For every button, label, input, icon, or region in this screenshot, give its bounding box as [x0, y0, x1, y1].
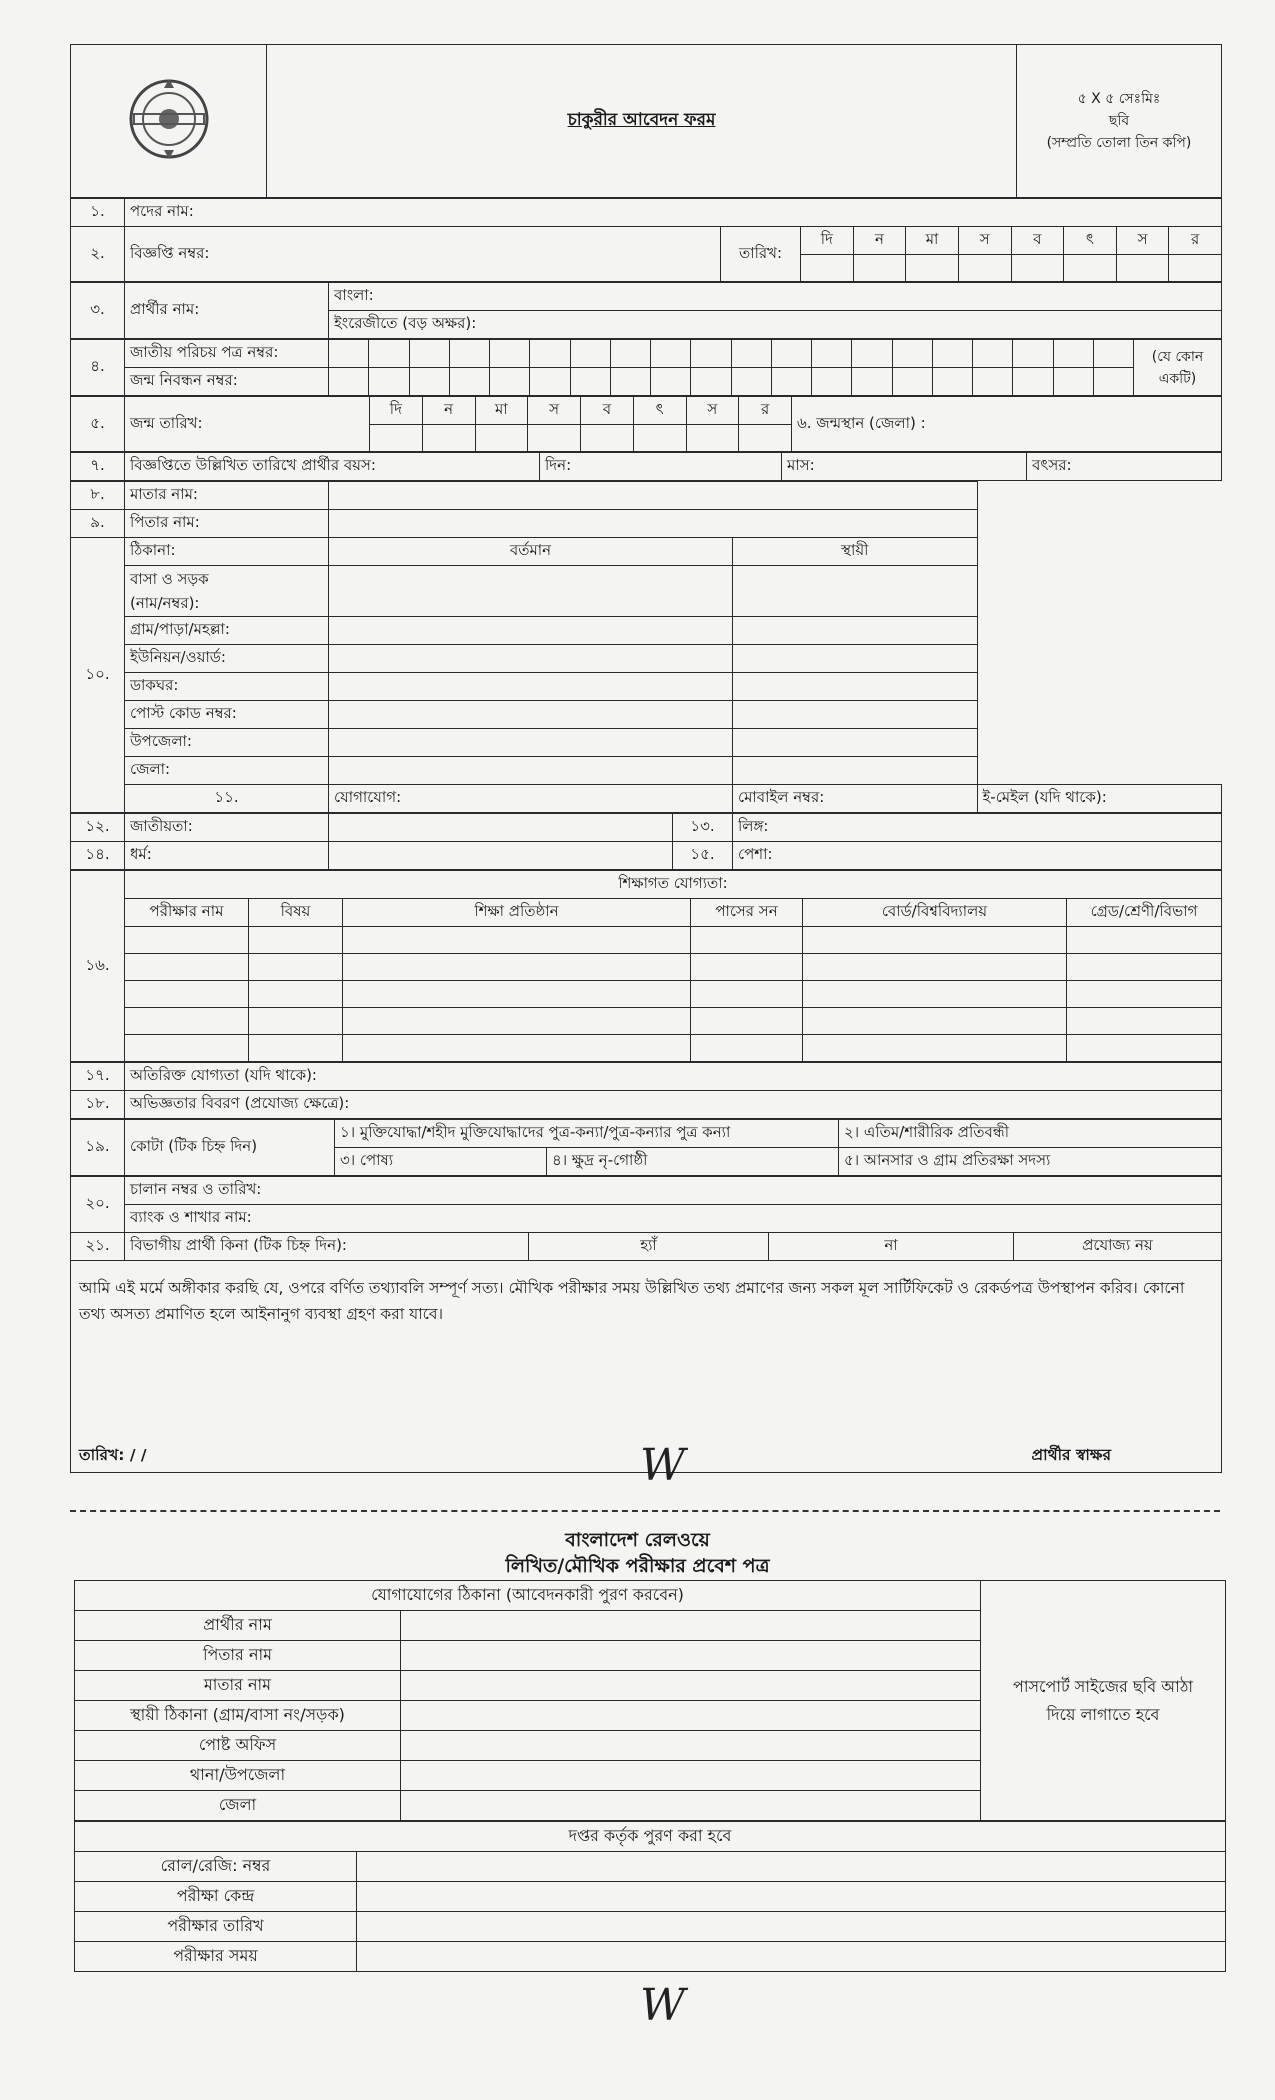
birth-reg-digit[interactable]	[973, 368, 1013, 396]
age-day-label: দিন:	[545, 456, 572, 474]
name-english-label: ইংরেজীতে (বড় অক্ষর):	[334, 314, 477, 332]
row-19-no: ১৯.	[71, 1120, 125, 1176]
row-5-no: ৫.	[71, 397, 125, 452]
admit-field-input[interactable]	[401, 1611, 981, 1641]
birth-reg-digit[interactable]	[691, 368, 731, 396]
admit-field-label: জেলা	[75, 1791, 401, 1821]
post-office-label: ডাকঘর:	[125, 673, 329, 701]
date-cell-header: র	[1169, 227, 1222, 255]
birth-reg-label: জন্ম নিবন্ধন নম্বর:	[125, 368, 329, 396]
gender-label: লিঙ্গ:	[738, 817, 769, 835]
birth-reg-digit[interactable]	[570, 368, 610, 396]
birth-reg-digit[interactable]	[369, 368, 409, 396]
nid-digit[interactable]	[892, 340, 932, 368]
circular-number-label: বিজ্ঞপ্তি নম্বর:	[130, 243, 210, 262]
father-name-label: পিতার নাম:	[125, 510, 329, 538]
office-field-label: পরীক্ষার সময়	[75, 1942, 357, 1972]
edu-col-exam: পরীক্ষার নাম	[125, 899, 249, 927]
birth-reg-digit[interactable]	[490, 368, 530, 396]
edu-cell[interactable]	[803, 1035, 1067, 1062]
row-3	[70, 282, 1222, 339]
nid-digit[interactable]	[449, 340, 489, 368]
permanent-union-field[interactable]	[733, 645, 978, 673]
email-label: ই-মেইল (যদি থাকে):	[982, 788, 1107, 806]
photo-note: (সম্প্রতি তোলা তিন কপি)	[1046, 135, 1192, 151]
occupation-field[interactable]	[733, 842, 1222, 870]
dob-cell-header: ৎ	[633, 397, 686, 425]
edu-cell[interactable]	[1067, 954, 1222, 981]
admit-field-label: পিতার নাম	[75, 1641, 401, 1671]
bank-label: ব্যাংক ও শাখার নাম:	[130, 1208, 252, 1226]
present-postcode-field[interactable]	[329, 701, 733, 729]
row-19	[70, 1119, 1222, 1176]
row-9-no: ৯.	[71, 510, 125, 538]
nationality-field[interactable]	[329, 814, 673, 842]
nid-digit[interactable]	[610, 340, 650, 368]
nationality-label: জাতীয়তা:	[125, 814, 329, 842]
contact-label: যোগাযোগ:	[329, 785, 733, 813]
name-english-field[interactable]	[329, 311, 1222, 339]
circular-number-field[interactable]	[125, 227, 721, 282]
permanent-address-header: স্থায়ী	[733, 538, 978, 566]
upazila-label: উপজেলা:	[125, 729, 329, 757]
row-4	[70, 339, 1222, 396]
birth-reg-digit[interactable]	[771, 368, 811, 396]
dob-input-cell[interactable]	[475, 425, 528, 452]
age-year-label: বৎসর:	[1032, 456, 1072, 474]
table-row	[71, 927, 1222, 954]
birth-date-label: জন্ম তারিখ:	[125, 397, 370, 452]
departmental-no[interactable]: না	[769, 1233, 1014, 1261]
edu-cell[interactable]	[1067, 1035, 1222, 1062]
father-name-field[interactable]	[329, 510, 978, 538]
date-input-cell[interactable]	[1064, 255, 1117, 282]
birth-reg-digit[interactable]	[329, 368, 369, 396]
nid-digit[interactable]	[731, 340, 771, 368]
quota-option-1[interactable]: ১। মুক্তিযোদ্ধা/শহীদ মুক্তিযোদ্ধাদের পুত্র-কন্যা/পুত্র-কন্যার পুত্র কন্যা	[335, 1120, 839, 1148]
circular-date-label: তারিখ:	[721, 227, 801, 282]
birth-reg-digit[interactable]	[530, 368, 570, 396]
edu-cell[interactable]	[125, 954, 249, 981]
row-16-no: ১৬.	[71, 871, 125, 1062]
departmental-na[interactable]: প্রযোজ্য নয়	[1014, 1233, 1222, 1261]
row-14-no: ১৪.	[71, 842, 125, 870]
edu-cell[interactable]	[803, 954, 1067, 981]
handwritten-signature: W	[640, 1980, 686, 2031]
date-cell-header: ন	[853, 227, 906, 255]
row-8-no: ৮.	[71, 482, 125, 510]
nid-digit[interactable]	[1093, 340, 1133, 368]
form-title: চাকুরীর আবেদন ফরম	[267, 45, 1017, 198]
date-input-cell[interactable]	[958, 255, 1011, 282]
office-field-label: পরীক্ষার তারিখ	[75, 1912, 357, 1942]
admit-card	[74, 1580, 1226, 1972]
nid-digit[interactable]	[490, 340, 530, 368]
edu-cell[interactable]	[803, 981, 1067, 1008]
rows-12-15	[70, 813, 1222, 870]
row-7	[70, 452, 1222, 481]
nid-digit[interactable]	[329, 340, 369, 368]
edu-col-subject: বিষয়	[249, 899, 343, 927]
office-field-input[interactable]	[357, 1912, 1226, 1942]
admit-contact-header: যোগাযোগের ঠিকানা (আবেদনকারী পুরণ করবেন)	[75, 1581, 981, 1611]
birth-reg-digit[interactable]	[892, 368, 932, 396]
edu-cell[interactable]	[125, 981, 249, 1008]
admit-field-label: প্রার্থীর নাম	[75, 1611, 401, 1641]
union-label: ইউনিয়ন/ওয়ার্ড:	[125, 645, 329, 673]
id-choice-note: (যে কোন একটি)	[1134, 340, 1222, 396]
edu-cell[interactable]	[691, 954, 803, 981]
age-day-field[interactable]	[540, 453, 782, 481]
row-2-no: ২.	[71, 227, 125, 282]
date-input-cell[interactable]	[801, 255, 854, 282]
office-field-label: রোল/রেজি: নম্বর	[75, 1852, 357, 1882]
admit-office-header: দপ্তর কর্তৃক পুরণ করা হবে	[75, 1822, 1226, 1852]
quota-option-3[interactable]: ৩। পোষ্য	[335, 1148, 547, 1176]
birth-reg-digit[interactable]	[1053, 368, 1093, 396]
nid-digit[interactable]	[852, 340, 892, 368]
logo	[71, 45, 267, 198]
office-field-input[interactable]	[357, 1942, 1226, 1972]
date-input-cell[interactable]	[1116, 255, 1169, 282]
row-1-no: ১.	[71, 199, 125, 227]
birthplace-field[interactable]	[792, 397, 1222, 452]
table-row	[71, 981, 1222, 1008]
permanent-upazila-field[interactable]	[733, 729, 978, 757]
edu-cell[interactable]	[1067, 981, 1222, 1008]
quota-option-5[interactable]: ৫। আনসার ও গ্রাম প্রতিরক্ষা সদস্য	[839, 1148, 1222, 1176]
district-label: জেলা:	[125, 757, 329, 785]
date-input-cell[interactable]	[1169, 255, 1222, 282]
rows-17-18	[70, 1062, 1222, 1119]
present-upazila-field[interactable]	[329, 729, 733, 757]
challan-field[interactable]	[125, 1177, 1222, 1205]
edu-cell[interactable]	[343, 1035, 691, 1062]
date-input-cell[interactable]	[853, 255, 906, 282]
edu-cell[interactable]	[125, 1008, 249, 1035]
present-district-field[interactable]	[329, 757, 733, 785]
nid-digit[interactable]	[369, 340, 409, 368]
table-row	[71, 954, 1222, 981]
departmental-yes[interactable]: হ্যাঁ	[529, 1233, 769, 1261]
quota-option-2[interactable]: ২। এতিম/শারীরিক প্রতিবন্ধী	[839, 1120, 1222, 1148]
row-3-no: ৩.	[71, 283, 125, 339]
present-post-field[interactable]	[329, 673, 733, 701]
occupation-label: পেশা:	[738, 845, 773, 863]
edu-cell[interactable]	[803, 927, 1067, 954]
birth-reg-digit[interactable]	[852, 368, 892, 396]
religion-label: ধর্ম:	[125, 842, 329, 870]
signature-label: প্রার্থীর স্বাক্ষর	[1031, 1446, 1111, 1464]
dob-cell-header: স	[528, 397, 581, 425]
house-road-sub: (নাম/নম্বর):	[130, 594, 200, 612]
photo-box	[1017, 45, 1222, 198]
edu-cell[interactable]	[249, 927, 343, 954]
age-year-field[interactable]	[1027, 453, 1222, 481]
admit-contact-table	[74, 1580, 1226, 1821]
edu-cell[interactable]	[125, 1035, 249, 1062]
mobile-label: মোবাইল নম্বর:	[738, 788, 825, 806]
birth-reg-digit[interactable]	[449, 368, 489, 396]
nid-digit[interactable]	[1013, 340, 1053, 368]
edu-col-grade: গ্রেড/শ্রেণী/বিভাগ	[1067, 899, 1222, 927]
row-15-no: ১৫.	[673, 842, 733, 870]
row-11-no: ১১.	[125, 785, 329, 813]
edu-cell[interactable]	[691, 981, 803, 1008]
name-bangla-label: বাংলা:	[334, 286, 374, 304]
bank-field[interactable]	[125, 1205, 1222, 1233]
age-label: বিজ্ঞপ্তিতে উল্লিখিত তারিখে প্রার্থীর বয়স:	[125, 453, 540, 481]
row-4-no: ৪.	[71, 340, 125, 396]
edu-cell[interactable]	[249, 1008, 343, 1035]
present-address-header: বর্তমান	[329, 538, 733, 566]
row-12-no: ১২.	[71, 814, 125, 842]
permanent-house-field[interactable]	[733, 566, 978, 617]
birth-reg-digit[interactable]	[932, 368, 972, 396]
row-20-no: ২০.	[71, 1177, 125, 1233]
mobile-field[interactable]	[733, 785, 978, 813]
nid-digit[interactable]	[651, 340, 691, 368]
nid-digit[interactable]	[530, 340, 570, 368]
admit-field-input[interactable]	[401, 1641, 981, 1671]
row-18-no: ১৮.	[71, 1091, 125, 1119]
declaration-text: আমি এই মর্মে অঙ্গীকার করছি যে, ওপরে বর্ণিত তথ্যাবলি সম্পূর্ণ সত্য। মৌখিক পরীক্ষার সময় উল্লিখিত তথ্য প্রমাণের জন্য সকল মূল সার্টিফিকেট ও রেকর্ডপত্র উপস্থাপন করিব। কোনো তথ্য অসত্য প্রমাণিত হলে আইনানুগ ব্যবস্থা গ্রহণ করা যাবে।	[79, 1279, 1185, 1323]
permanent-postcode-field[interactable]	[733, 701, 978, 729]
dob-cell-header: র	[739, 397, 792, 425]
admit-field-input[interactable]	[401, 1791, 981, 1821]
edu-cell[interactable]	[343, 927, 691, 954]
nid-digit[interactable]	[812, 340, 852, 368]
nid-digit[interactable]	[973, 340, 1013, 368]
edu-cell[interactable]	[343, 954, 691, 981]
edu-col-board: বোর্ড/বিশ্ববিদ্যালয়	[803, 899, 1067, 927]
table-row	[71, 1008, 1222, 1035]
birthplace-label: ৬. জন্মস্থান (জেলা) :	[797, 413, 926, 432]
form-header	[70, 44, 1222, 198]
age-month-label: মাস:	[787, 456, 815, 474]
table-row	[71, 1035, 1222, 1062]
photo-size: ৫ X ৫ সেঃমিঃ	[1077, 91, 1161, 107]
permanent-district-field[interactable]	[733, 757, 978, 785]
present-union-field[interactable]	[329, 645, 733, 673]
nid-digit[interactable]	[932, 340, 972, 368]
row-13-no: ১৩.	[673, 814, 733, 842]
admit-field-input[interactable]	[401, 1671, 981, 1701]
birth-reg-digit[interactable]	[1093, 368, 1133, 396]
date-cell-header: মা	[906, 227, 959, 255]
challan-label: চালান নম্বর ও তারিখ:	[130, 1180, 262, 1198]
date-cell-header: ৎ	[1064, 227, 1117, 255]
education-table	[70, 870, 1222, 1062]
edu-cell[interactable]	[691, 1035, 803, 1062]
education-title: শিক্ষাগত যোগ্যতা:	[125, 871, 1222, 899]
edu-cell[interactable]	[249, 1035, 343, 1062]
permanent-post-field[interactable]	[733, 673, 978, 701]
dob-input-cell[interactable]	[633, 425, 686, 452]
name-bangla-field[interactable]	[329, 283, 1222, 311]
dob-cell-header: স	[686, 397, 739, 425]
quota-label: কোটা (টিক চিহ্ন দিন)	[125, 1120, 335, 1176]
office-field-label: পরীক্ষা কেন্দ্র	[75, 1882, 357, 1912]
cut-line	[70, 1510, 1220, 1512]
address-label: ঠিকানা:	[125, 538, 329, 566]
edu-cell[interactable]	[803, 1008, 1067, 1035]
applicant-name-label: প্রার্থীর নাম:	[125, 283, 329, 339]
admit-title: লিখিত/মৌখিক পরীক্ষার প্রবেশ পত্র	[505, 1555, 770, 1577]
edu-cell[interactable]	[249, 981, 343, 1008]
edu-cell[interactable]	[125, 927, 249, 954]
gender-field[interactable]	[733, 814, 1222, 842]
village-label: গ্রাম/পাড়া/মহল্লা:	[125, 617, 329, 645]
admit-field-input[interactable]	[401, 1761, 981, 1791]
quota-option-4[interactable]: ৪। ক্ষুদ্র নৃ-গোষ্ঠী	[547, 1148, 839, 1176]
nid-digit[interactable]	[570, 340, 610, 368]
date-cell-header: দি	[801, 227, 854, 255]
nid-digit[interactable]	[1053, 340, 1093, 368]
date-cell-header: ব	[1011, 227, 1064, 255]
edu-cell[interactable]	[691, 927, 803, 954]
dob-input-cell[interactable]	[528, 425, 581, 452]
handwritten-signature: W	[640, 1440, 686, 1491]
additional-qualification-field[interactable]	[125, 1063, 1222, 1091]
mother-name-field[interactable]	[329, 482, 978, 510]
row-17-no: ১৭.	[71, 1063, 125, 1091]
birth-reg-digit[interactable]	[651, 368, 691, 396]
rows-20-21	[70, 1176, 1222, 1261]
additional-qualification-label: অতিরিক্ত যোগ্যতা (যদি থাকে):	[130, 1066, 317, 1084]
dob-cell-header: দি	[370, 397, 423, 425]
office-field-input[interactable]	[357, 1852, 1226, 1882]
edu-cell[interactable]	[343, 981, 691, 1008]
edu-cell[interactable]	[1067, 1008, 1222, 1035]
house-road-text: বাসা ও সড়ক	[130, 570, 209, 588]
birth-reg-digit[interactable]	[1013, 368, 1053, 396]
nid-digit[interactable]	[691, 340, 731, 368]
admit-photo-box: পাসপোর্ট সাইজের ছবি আঠা দিয়ে লাগাতে হবে	[981, 1581, 1226, 1821]
admit-field-label: মাতার নাম	[75, 1671, 401, 1701]
dob-input-cell[interactable]	[370, 425, 423, 452]
birth-reg-digit[interactable]	[610, 368, 650, 396]
photo-label: ছবি	[1108, 113, 1130, 129]
nid-digit[interactable]	[409, 340, 449, 368]
dob-input-cell[interactable]	[581, 425, 634, 452]
edu-cell[interactable]	[343, 1008, 691, 1035]
admit-field-input[interactable]	[401, 1731, 981, 1761]
present-village-field[interactable]	[329, 617, 733, 645]
railway-emblem-icon	[124, 74, 214, 164]
dob-input-cell[interactable]	[739, 425, 792, 452]
nid-digit[interactable]	[771, 340, 811, 368]
date-input-cell[interactable]	[1011, 255, 1064, 282]
admit-field-label: থানা/উপজেলা	[75, 1761, 401, 1791]
post-name-label: পদের নাম:	[130, 202, 194, 220]
dob-input-cell[interactable]	[686, 425, 739, 452]
admit-field-input[interactable]	[401, 1701, 981, 1731]
email-field[interactable]	[977, 785, 1222, 813]
admit-field-label: পোষ্ট অফিস	[75, 1731, 401, 1761]
birth-reg-digit[interactable]	[409, 368, 449, 396]
row-21-no: ২১.	[71, 1233, 125, 1261]
admit-org: বাংলাদেশ রেলওয়ে	[565, 1529, 710, 1551]
house-road-label	[125, 566, 329, 617]
religion-field[interactable]	[329, 842, 673, 870]
nid-label: জাতীয় পরিচয় পত্র নম্বর:	[125, 340, 329, 368]
date-input-cell[interactable]	[906, 255, 959, 282]
present-house-field[interactable]	[329, 566, 733, 617]
experience-field[interactable]	[125, 1091, 1222, 1119]
experience-label: অভিজ্ঞতার বিবরণ (প্রযোজ্য ক্ষেত্রে):	[130, 1094, 350, 1112]
dob-cell-header: মা	[475, 397, 528, 425]
edu-cell[interactable]	[1067, 927, 1222, 954]
declaration-date: তারিখ: / /	[79, 1446, 147, 1464]
date-cell-header: স	[958, 227, 1011, 255]
edu-col-pass-year: পাসের সন	[691, 899, 803, 927]
departmental-label: বিভাগীয় প্রার্থী কিনা (টিক চিহ্ন দিন):	[125, 1233, 529, 1261]
mother-name-label: মাতার নাম:	[125, 482, 329, 510]
application-form	[70, 44, 1222, 1473]
edu-col-institution: শিক্ষা প্রতিষ্ঠান	[343, 899, 691, 927]
birth-reg-digit[interactable]	[812, 368, 852, 396]
birth-reg-digit[interactable]	[731, 368, 771, 396]
post-name-field[interactable]	[125, 199, 1222, 227]
rows-8-11	[70, 481, 1222, 813]
dob-cell-header: ব	[581, 397, 634, 425]
row-7-no: ৭.	[71, 453, 125, 481]
date-cell-header: স	[1116, 227, 1169, 255]
permanent-village-field[interactable]	[733, 617, 978, 645]
row-5	[70, 396, 1222, 452]
row-10-no: ১০.	[71, 538, 125, 813]
edu-cell[interactable]	[691, 1008, 803, 1035]
edu-cell[interactable]	[249, 954, 343, 981]
rows-1-2	[70, 198, 1222, 282]
postcode-label: পোস্ট কোড নম্বর:	[125, 701, 329, 729]
dob-input-cell[interactable]	[422, 425, 475, 452]
age-month-field[interactable]	[782, 453, 1027, 481]
dob-cell-header: ন	[422, 397, 475, 425]
office-field-input[interactable]	[357, 1882, 1226, 1912]
admit-office-table	[74, 1821, 1226, 1972]
admit-field-label: স্থায়ী ঠিকানা (গ্রাম/বাসা নং/সড়ক)	[75, 1701, 401, 1731]
